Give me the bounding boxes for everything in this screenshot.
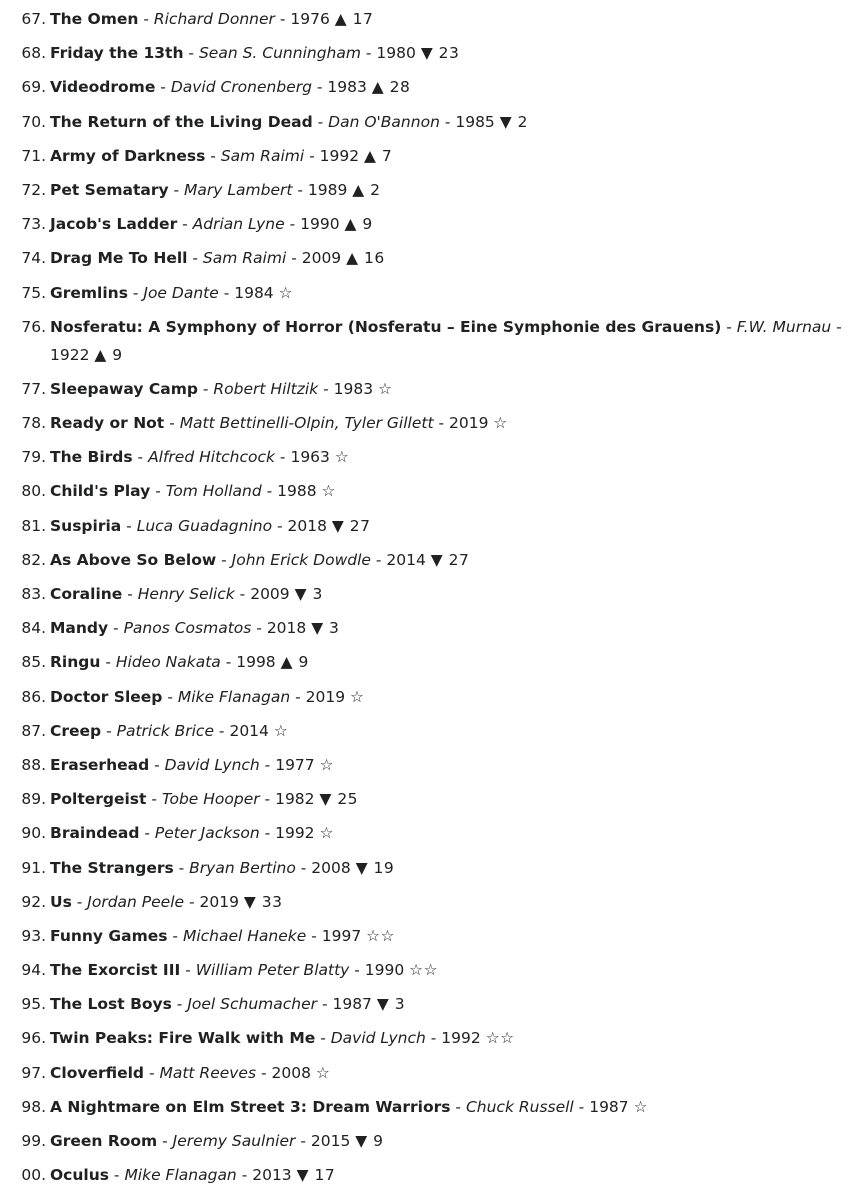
separator: - — [180, 961, 196, 980]
list-item — [0, 210, 851, 238]
movie-year: 2009 — [250, 585, 290, 603]
list-item — [0, 1059, 851, 1087]
rank-trend-icon: ▼ 17 — [296, 1166, 336, 1185]
separator: - — [286, 249, 302, 268]
list-item — [0, 854, 851, 882]
item-rank: 96. — [21, 1029, 46, 1048]
separator: - — [317, 995, 333, 1014]
movie-director: Alfred Hitchcock — [148, 448, 275, 467]
separator: - — [295, 1132, 311, 1150]
movie-year: 1992 — [275, 824, 315, 843]
item-rank: 92. — [21, 892, 46, 911]
movie-year: 1977 — [275, 755, 315, 774]
movie-director: Sam Raimi — [202, 249, 287, 268]
movie-director: Joe Dante — [143, 283, 219, 302]
movie-title: Eraserhead — [50, 755, 150, 774]
item-rank: 79. — [21, 448, 46, 467]
movie-director: Sean S. Cunningham — [198, 44, 361, 63]
rank-trend-icon: ☆ — [493, 414, 508, 433]
separator: - — [315, 1029, 331, 1048]
rank-trend-icon: ▼ 9 — [355, 1132, 384, 1150]
rank-trend-icon: ☆ — [315, 1063, 331, 1082]
movie-director: Henry Selick — [137, 585, 235, 603]
movie-title: Doctor Sleep — [50, 687, 163, 706]
movie-director: David Lynch — [164, 755, 260, 774]
rank-trend-icon: ☆ — [319, 824, 334, 843]
separator: - — [290, 687, 306, 706]
movie-director: David Cronenberg — [170, 78, 312, 97]
movie-title: Friday the 13th — [50, 44, 184, 63]
separator: - — [177, 215, 193, 234]
list-item — [0, 785, 851, 813]
movie-title: The Lost Boys — [50, 995, 172, 1014]
movie-title: Oculus — [50, 1166, 109, 1185]
item-rank: 81. — [21, 516, 46, 535]
movie-title: As Above So Below — [50, 550, 217, 569]
movie-director: Panos Cosmatos — [123, 619, 252, 638]
movie-year: 2008 — [271, 1063, 311, 1082]
separator: - — [218, 283, 235, 302]
item-rank: 94. — [21, 961, 46, 980]
separator: - — [349, 961, 365, 980]
movie-title: Poltergeist — [50, 790, 147, 809]
separator: - — [171, 995, 188, 1014]
item-rank: 86. — [21, 687, 46, 706]
separator: - — [149, 755, 165, 774]
movie-title: Mandy — [50, 619, 109, 638]
list-item — [0, 580, 851, 608]
list-item — [0, 375, 851, 403]
separator: - — [157, 1132, 173, 1150]
movie-year: 2018 — [266, 619, 307, 638]
item-rank: 77. — [21, 379, 46, 398]
movie-director: Luca Guadagnino — [136, 516, 273, 535]
list-item — [0, 888, 851, 916]
separator: - — [573, 1097, 590, 1116]
movie-title: Creep — [50, 721, 102, 740]
movie-director: Adrian Lyne — [192, 215, 285, 234]
separator: - — [831, 317, 842, 336]
separator: - — [122, 585, 138, 603]
movie-title: The Exorcist III — [50, 961, 181, 980]
movie-year: 1987 — [589, 1097, 629, 1116]
separator: - — [101, 721, 117, 740]
separator: - — [127, 283, 144, 302]
item-rank: 72. — [21, 180, 46, 199]
item-rank: 70. — [21, 112, 46, 131]
movie-title: Green Room — [50, 1132, 158, 1150]
separator: - — [259, 790, 276, 809]
item-rank: 71. — [21, 146, 46, 165]
separator: - — [216, 550, 232, 569]
separator: - — [108, 1166, 125, 1185]
rank-trend-icon: ▼ 19 — [355, 858, 395, 877]
list-item — [0, 1024, 851, 1052]
item-rank: 69. — [21, 78, 46, 97]
separator: - — [306, 926, 322, 945]
movie-year: 2013 — [252, 1166, 292, 1185]
separator: - — [721, 317, 737, 336]
separator: - — [167, 926, 183, 945]
list-item — [0, 614, 851, 642]
movie-title: The Strangers — [50, 858, 174, 877]
movie-title: Child's Play — [50, 482, 151, 501]
separator: - — [284, 215, 301, 234]
movie-title: Gremlins — [50, 283, 128, 302]
rank-trend-icon: ☆ — [319, 755, 334, 774]
movie-year: 2009 — [301, 249, 342, 268]
item-rank: 76. — [21, 317, 46, 336]
movie-year: 1992 — [441, 1029, 481, 1048]
rank-trend-icon: ▼ 27 — [430, 550, 470, 569]
rank-trend-icon: ☆☆ — [485, 1029, 515, 1048]
separator: - — [168, 180, 185, 199]
separator: - — [450, 1097, 466, 1116]
list-item — [0, 1161, 851, 1189]
item-rank: 75. — [21, 283, 46, 302]
separator: - — [100, 653, 116, 672]
list-item — [0, 751, 851, 779]
separator: - — [292, 180, 308, 199]
movie-year: 2015 — [310, 1132, 351, 1150]
movie-title: Drag Me To Hell — [50, 249, 188, 268]
list-item — [0, 73, 851, 101]
separator: - — [173, 858, 190, 877]
list-item — [0, 1127, 851, 1155]
rank-trend-icon: ▼ 33 — [243, 892, 283, 911]
list-item — [0, 142, 851, 170]
list-item — [0, 443, 851, 471]
movie-director: Tobe Hooper — [161, 790, 260, 809]
separator: - — [155, 78, 171, 97]
separator: - — [214, 721, 230, 740]
separator: - — [183, 44, 199, 63]
separator: - — [304, 146, 320, 165]
movie-year: 1990 — [364, 961, 405, 980]
separator: - — [312, 112, 329, 131]
rank-trend-icon: ☆ — [350, 687, 365, 706]
list-item — [0, 409, 851, 437]
list-item — [0, 819, 851, 847]
movie-title: Army of Darkness — [50, 146, 206, 165]
movie-title: Videodrome — [50, 78, 156, 97]
movie-director: Dan O'Bannon — [328, 112, 440, 131]
rank-trend-icon: ☆ — [633, 1097, 648, 1116]
separator: - — [318, 379, 334, 398]
rank-trend-icon: ▼ 3 — [376, 995, 406, 1014]
separator: - — [236, 1166, 253, 1185]
item-rank: 78. — [21, 414, 46, 433]
item-rank: 74. — [21, 249, 46, 268]
movie-year: 2019 — [199, 892, 239, 911]
list-item — [0, 39, 851, 67]
separator: - — [360, 44, 377, 63]
rank-trend-icon: ▲ 9 — [344, 215, 373, 234]
separator: - — [272, 516, 288, 535]
movie-title: Ringu — [50, 653, 101, 672]
movie-title: Funny Games — [50, 926, 168, 945]
list-item — [0, 648, 851, 676]
item-rank: 99. — [21, 1132, 46, 1150]
item-rank: 95. — [21, 995, 46, 1014]
list-item — [0, 546, 851, 574]
separator: - — [146, 790, 162, 809]
movie-director: Jeremy Saulnier — [172, 1132, 296, 1150]
rank-trend-icon: ▼ 27 — [331, 516, 371, 535]
movie-director: Mary Lambert — [184, 180, 293, 199]
rank-trend-icon: ▼ 3 — [294, 585, 323, 603]
rank-trend-icon: ▲ 17 — [334, 10, 374, 28]
separator: - — [275, 448, 291, 467]
rank-trend-icon: ▲ 9 — [94, 345, 123, 364]
movie-director: Jordan Peele — [87, 892, 185, 911]
movie-year: 1983 — [333, 379, 374, 398]
movie-director: Mike Flanagan — [124, 1166, 237, 1185]
movie-director: Matt Bettinelli-Olpin, Tyler Gillett — [179, 414, 434, 433]
rank-trend-icon: ▲ 7 — [364, 146, 393, 165]
movie-title: Suspiria — [50, 516, 122, 535]
item-rank: 98. — [21, 1097, 46, 1116]
movie-director: Sam Raimi — [220, 146, 305, 165]
separator: - — [433, 414, 449, 433]
movie-director: Joel Schumacher — [187, 995, 318, 1014]
separator: - — [274, 10, 291, 28]
item-rank: 93. — [21, 926, 46, 945]
item-rank: 97. — [21, 1063, 46, 1082]
movie-director: Tom Holland — [165, 482, 262, 501]
movie-director: F.W. Murnau — [736, 317, 832, 336]
separator: - — [138, 10, 154, 28]
movie-director: Mike Flanagan — [177, 687, 291, 706]
list-item — [0, 956, 851, 984]
separator: - — [234, 585, 251, 603]
separator: - — [197, 379, 214, 398]
list-item — [0, 279, 851, 307]
movie-title: Cloverfield — [50, 1063, 145, 1082]
movie-year: 1963 — [290, 448, 330, 467]
movie-year: 1983 — [327, 78, 367, 97]
list-item — [0, 990, 851, 1018]
item-rank: 88. — [21, 755, 46, 774]
movie-title: Coraline — [50, 585, 123, 603]
rank-trend-icon: ▼ 3 — [311, 619, 340, 638]
list-item — [0, 244, 851, 272]
movie-title: The Omen — [50, 10, 139, 28]
item-rank: 73. — [21, 215, 46, 234]
item-rank: 82. — [21, 550, 46, 569]
movie-title: Pet Sematary — [50, 180, 169, 199]
movie-title: Nosferatu: A Symphony of Horror (Nosferatu – Eine Symphonie des Grauens) — [50, 317, 722, 336]
rank-trend-icon: ☆ — [334, 448, 350, 467]
movie-title: Twin Peaks: Fire Walk with Me — [50, 1029, 316, 1048]
rank-trend-icon: ☆☆ — [366, 926, 395, 945]
separator: - — [205, 146, 221, 165]
rank-trend-icon: ▲ 9 — [280, 653, 309, 672]
movie-year: 1980 — [376, 44, 416, 63]
separator: - — [370, 550, 387, 569]
movie-director: Chuck Russell — [465, 1097, 574, 1116]
rank-trend-icon: ▼ 2 — [499, 112, 528, 131]
separator: - — [295, 858, 312, 877]
movie-director: William Peter Blatty — [195, 961, 350, 980]
separator: - — [164, 414, 180, 433]
movie-director: Richard Donner — [153, 10, 275, 28]
separator: - — [187, 249, 203, 268]
separator: - — [71, 892, 88, 911]
movie-director: Hideo Nakata — [115, 653, 221, 672]
rank-trend-icon: ☆ — [273, 721, 289, 740]
item-rank: 00. — [21, 1166, 46, 1185]
rank-trend-icon: ☆☆ — [409, 961, 438, 980]
list-item — [0, 5, 851, 33]
separator: - — [150, 482, 166, 501]
movie-year: 1992 — [319, 146, 360, 165]
movie-year: 2014 — [229, 721, 269, 740]
item-rank: 68. — [21, 44, 46, 63]
movie-year: 1984 — [234, 283, 274, 302]
separator: - — [162, 687, 178, 706]
list-item — [0, 108, 851, 136]
list-item — [0, 717, 851, 745]
separator: - — [108, 619, 124, 638]
movie-title: Sleepaway Camp — [50, 379, 198, 398]
item-rank: 85. — [21, 653, 46, 672]
item-rank: 87. — [21, 721, 46, 740]
movie-year: 1988 — [277, 482, 317, 501]
movie-year: 2019 — [448, 414, 489, 433]
item-rank: 67. — [21, 10, 46, 28]
separator: - — [121, 516, 137, 535]
movie-director: Peter Jackson — [154, 824, 260, 843]
separator: - — [184, 892, 200, 911]
movie-year: 1922 — [50, 345, 90, 364]
list-item — [0, 477, 851, 505]
separator: - — [439, 112, 456, 131]
separator: - — [144, 1063, 160, 1082]
separator: - — [132, 448, 149, 467]
rank-trend-icon: ▲ 2 — [352, 180, 381, 199]
list-item — [0, 512, 851, 540]
movie-director: Bryan Bertino — [189, 858, 296, 877]
list-item — [0, 922, 851, 950]
movie-director: John Erick Dowdle — [231, 550, 371, 569]
movie-year: 2008 — [311, 858, 351, 877]
item-rank: 83. — [21, 585, 46, 603]
movie-year: 1976 — [290, 10, 330, 28]
movie-title: A Nightmare on Elm Street 3: Dream Warriors — [50, 1097, 451, 1116]
movie-year: 1985 — [455, 112, 495, 131]
movie-title: Jacob's Ladder — [50, 215, 178, 234]
list-item — [0, 1093, 851, 1121]
rank-trend-icon: ☆ — [278, 283, 294, 302]
separator: - — [251, 619, 267, 638]
list-item — [0, 683, 851, 711]
rank-trend-icon: ▼ 23 — [420, 44, 460, 63]
rank-trend-icon: ▼ 25 — [319, 790, 359, 809]
movie-title: Braindead — [50, 824, 140, 843]
rank-trend-icon: ▲ 16 — [346, 249, 385, 268]
movie-year: 1989 — [307, 180, 348, 199]
separator: - — [311, 78, 328, 97]
separator: - — [261, 482, 278, 501]
rank-trend-icon: ☆ — [378, 379, 393, 398]
movie-director: Robert Hiltzik — [213, 379, 319, 398]
movie-year: 1997 — [321, 926, 362, 945]
movie-year: 2014 — [386, 550, 426, 569]
separator: - — [139, 824, 155, 843]
separator: - — [259, 755, 276, 774]
movie-year: 1998 — [236, 653, 276, 672]
movie-director: Patrick Brice — [116, 721, 214, 740]
item-rank: 91. — [21, 858, 46, 877]
movie-title: The Return of the Living Dead — [50, 112, 313, 131]
movie-title: Ready or Not — [50, 414, 165, 433]
item-rank: 84. — [21, 619, 46, 638]
movie-year: 1982 — [275, 790, 315, 809]
item-rank: 89. — [21, 790, 46, 809]
separator: - — [220, 653, 237, 672]
item-rank: 90. — [21, 824, 46, 843]
movie-director: David Lynch — [330, 1029, 426, 1048]
item-rank: 80. — [21, 482, 46, 501]
separator: - — [256, 1063, 272, 1082]
movie-title: Us — [50, 892, 72, 911]
movie-director: Matt Reeves — [159, 1063, 257, 1082]
movie-year: 1990 — [300, 215, 340, 234]
rank-trend-icon: ☆ — [321, 482, 336, 501]
movie-title: The Birds — [50, 448, 133, 467]
movie-year: 2018 — [287, 516, 327, 535]
separator: - — [425, 1029, 442, 1048]
separator: - — [259, 824, 276, 843]
movie-year: 2019 — [305, 687, 346, 706]
list-item — [0, 313, 851, 369]
list-item — [0, 176, 851, 204]
rank-trend-icon: ▲ 28 — [371, 78, 411, 97]
movie-director: Michael Haneke — [182, 926, 307, 945]
movie-year: 1987 — [332, 995, 372, 1014]
